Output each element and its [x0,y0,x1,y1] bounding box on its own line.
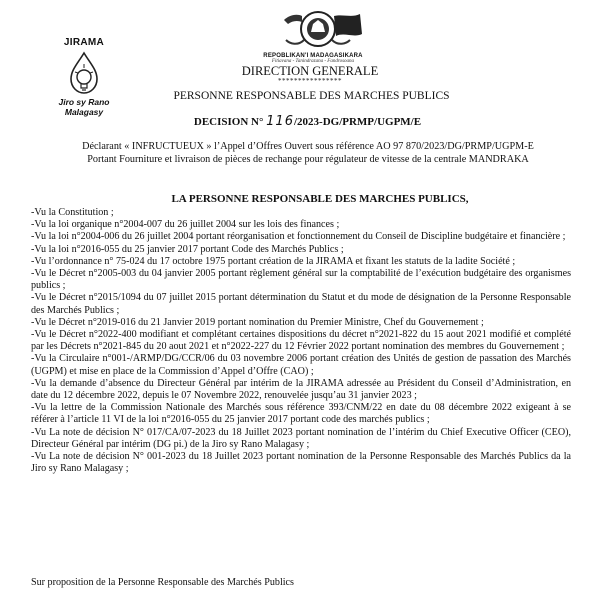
visa-item: -Vu le Décret n°2022-400 modifiant et complétant certaines dispositions du décret n°2021-822 du 15 aout 2021 modifié et complété par les Décrets n°2021-845 du 20 aout 2021 et n°2022-227 du 12 Février 2022 portant nomination des membres du Gouvernement ; [31,329,571,353]
visa-item: -Vu l’ordonnance n° 75-024 du 17 octobre 1975 portant création de la JIRAMA et fixant les statuts de la ladite Société ; [31,255,516,267]
visa-item: -Vu le Décret n°2005-003 du 04 janvier 2005 portant règlement général sur la comptabilité de l’exécution budgétaire des organismes publics ; [31,268,571,292]
republic-seal [268,4,368,54]
visa-item: -Vu la lettre de la Commission Nationale des Marchés sous référence 393/CNM/22 en date du 08 décembre 2022 exigeant à se référer à l’article 11 VI de la loi n°2016-055 du 25 janvier 2017 portant code des marchés publics ; [31,402,571,426]
decision-number: 116 [266,114,294,129]
visa-item: -Vu La note de décision N° 017/CA/07-2023 du 18 Juillet 2023 portant nomination de l’intérim du Chief Executive Officer (CEO), Directeur Général par intérim (DG pi.) de la Jiro sy Rano Malagasy ; [31,426,571,450]
direction-generale: DIRECTION GENERALE [241,64,379,78]
decision-intro [22,141,594,166]
proposal-line: Sur proposition de la Personne Responsable des Marchés Publics [31,577,294,588]
decision-suffix: /2023-DG/PRMP/UGPM/E [293,116,422,128]
visas-list [31,207,571,475]
decision-prefix: DECISION N° [193,116,264,128]
visa-item: -Vu le Décret n°2019-016 du 21 Janvier 2019 portant nomination du Premier Ministre, Chef du Gouvernement ; [31,316,484,328]
visa-item: -Vu la loi organique n°2004-007 du 26 juillet 2004 sur les lois des finances ; [31,219,340,231]
visa-item: -Vu la Constitution ; [31,207,114,218]
jirama-logo-name: JIRAMA [63,37,105,48]
visa-item: -Vu La note de décision N° 001-2023 du 18 Juillet 2023 portant nomination de la Personne Responsable des Marchés Publics da la Jiro sy Rano Malagasy ; [31,451,571,475]
prmp-heading: PERSONNE RESPONSABLE DES MARCHES PUBLICS [173,90,450,102]
visa-item: -Vu la Circulaire n°001-/ARMP/DG/CCR/06 du 03 novembre 2006 portant création des Unités de gestion de passation des Marchés (UGPM) et mise en place de la Commission d’Appel d’Offre (CAO) ; [31,353,571,377]
jirama-logo [40,37,128,117]
decision-title [0,114,605,129]
republic-motto: Fitiavana - Tanindrazana - Fandrosoana [271,59,355,64]
visa-item: -Vu la demande d’absence du Directeur Général par intérim de la JIRAMA adressée au Président du Conseil d’Administration, en date du 12 décembre 2022, depuis le 07 Novembre 2022, renouvelée jusqu’au 31 janvier 2023 ; [31,377,571,402]
visa-item: -Vu le Décret n°2015/1094 du 07 juillet 2015 portant détermination du Statut et du mode de désignation de la Personne Responsable des Marchés Publics ; [31,292,571,316]
republic-name: REPOBLIKAN'I MADAGASIKARA [263,53,363,59]
visa-item: -Vu la loi n°2016-055 du 25 janvier 2017 portant Code des Marchés Publics ; [31,243,344,255]
visa-item: -Vu la loi n°2004-006 du 26 juillet 2004 portant réorganisation et fonctionnement du Conseil de Discipline budgétaire et financière ; [31,231,566,243]
intro-line-1: Déclarant « INFRUCTUEUX » l’Appel d’Offres Ouvert sous référence AO 97 870/2023/DG/PRMP/UGPM-E [82,141,534,152]
stars-divider: **************** [278,77,342,85]
intro-line-2: Portant Fourniture et livraison de pièces de rechange pour régulateur de vitesse de la centrale MANDRAKA [87,153,529,165]
jirama-logo-tagline: Jiro sy Rano Malagasy [58,97,110,117]
body-title: LA PERSONNE RESPONSABLE DES MARCHES PUBLICS, [171,193,469,205]
republic-seal-icon [268,4,368,54]
